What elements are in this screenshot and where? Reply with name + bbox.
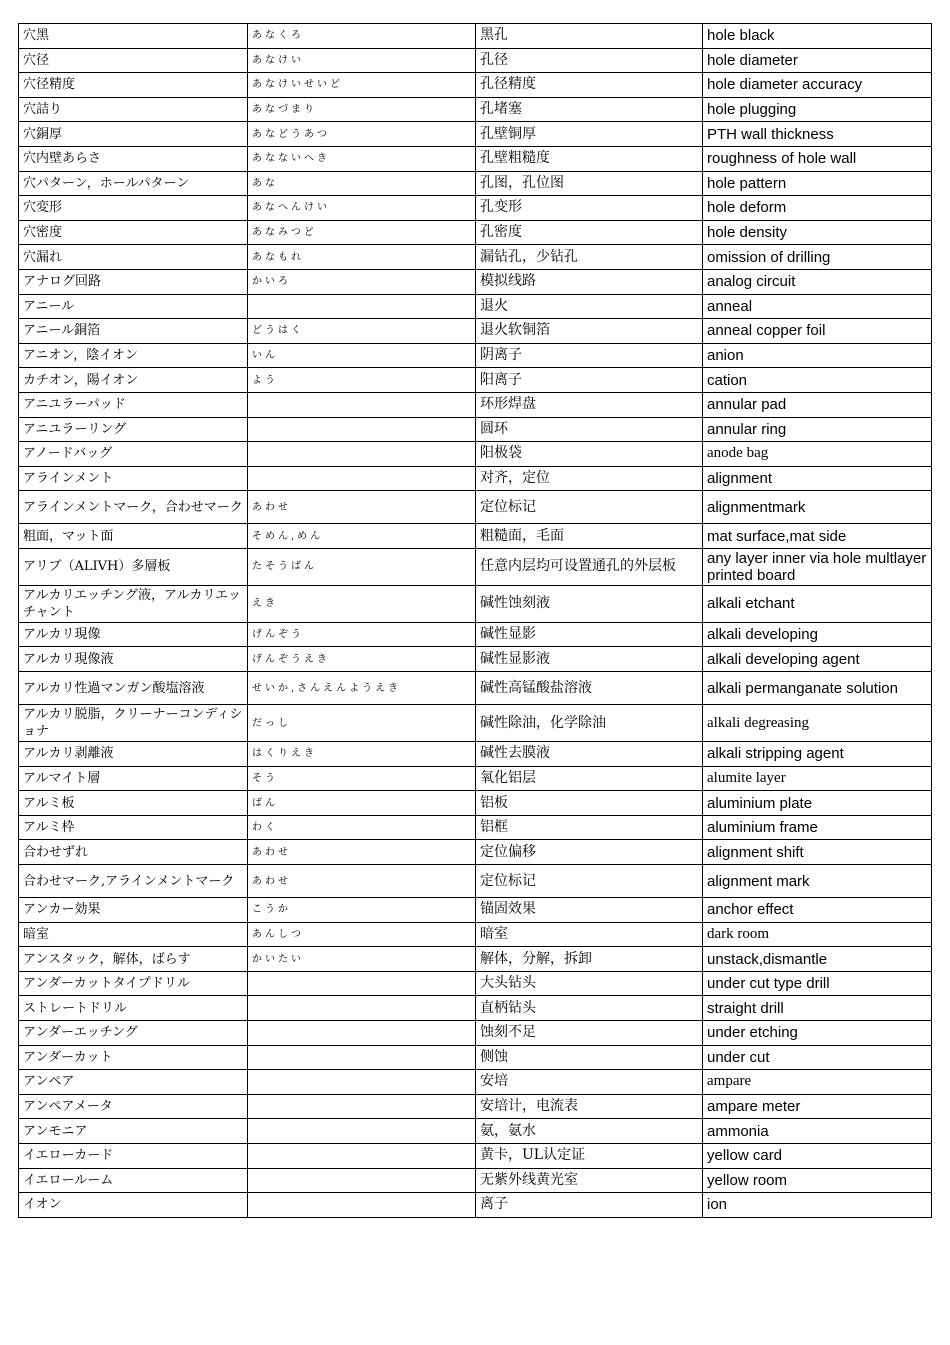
table-row (19, 705, 932, 742)
glossary-table (18, 23, 932, 1218)
reading-cell: あなへんけい (248, 196, 476, 221)
reading-cell: こうか (248, 898, 476, 923)
reading-cell: たそうばん (248, 548, 476, 585)
reading-cell: あわせ (248, 491, 476, 524)
chinese-term-cell: 碱性显影液 (476, 647, 703, 672)
english-term-cell: under cut (703, 1045, 932, 1070)
reading-cell: せいか,さんえんようえき (248, 672, 476, 705)
table-row (19, 220, 932, 245)
chinese-term-cell: 孔密度 (476, 220, 703, 245)
japanese-term-cell: アルカリ剥離液 (19, 742, 248, 767)
english-term-cell: anion (703, 343, 932, 368)
chinese-term-cell: 任意内层均可设置通孔的外层板 (476, 548, 703, 585)
reading-cell (248, 971, 476, 996)
english-term-cell: alignment mark (703, 865, 932, 898)
english-term-cell: PTH wall thickness (703, 122, 932, 147)
english-term-cell: hole deform (703, 196, 932, 221)
reading-cell: げんぞうえき (248, 647, 476, 672)
reading-cell (248, 442, 476, 467)
chinese-term-cell: 孔壁铜厚 (476, 122, 703, 147)
chinese-term-cell: 侧蚀 (476, 1045, 703, 1070)
table-row (19, 196, 932, 221)
japanese-term-cell: 穴詰り (19, 97, 248, 122)
japanese-term-cell: アナログ回路 (19, 269, 248, 294)
table-row (19, 466, 932, 491)
table-row (19, 898, 932, 923)
chinese-term-cell: 碱性显影 (476, 622, 703, 647)
table-row (19, 947, 932, 972)
english-term-cell: unstack,dismantle (703, 947, 932, 972)
english-term-cell: under cut type drill (703, 971, 932, 996)
japanese-term-cell: 穴パターン，ホールパターン (19, 171, 248, 196)
reading-cell: いん (248, 343, 476, 368)
chinese-term-cell: 黑孔 (476, 24, 703, 49)
chinese-term-cell: 孔图，孔位图 (476, 171, 703, 196)
table-row (19, 742, 932, 767)
reading-cell: はくりえき (248, 742, 476, 767)
chinese-term-cell: 铝框 (476, 815, 703, 840)
japanese-term-cell: イエロールーム (19, 1168, 248, 1193)
japanese-term-cell: 合わせずれ (19, 840, 248, 865)
reading-cell: あな (248, 171, 476, 196)
english-term-cell: roughness of hole wall (703, 146, 932, 171)
reading-cell: あなもれ (248, 245, 476, 270)
reading-cell: かいろ (248, 269, 476, 294)
reading-cell: そめん,めん (248, 524, 476, 549)
table-row (19, 585, 932, 622)
english-term-cell: anchor effect (703, 898, 932, 923)
japanese-term-cell: アルカリ性過マンガン酸塩溶液 (19, 672, 248, 705)
reading-cell (248, 996, 476, 1021)
japanese-term-cell: アノードバッグ (19, 442, 248, 467)
english-term-cell: yellow room (703, 1168, 932, 1193)
chinese-term-cell: 大头钻头 (476, 971, 703, 996)
english-term-cell: alkali degreasing (703, 705, 932, 742)
table-row (19, 97, 932, 122)
reading-cell: そう (248, 766, 476, 791)
chinese-term-cell: 碱性高锰酸盐溶液 (476, 672, 703, 705)
table-row (19, 766, 932, 791)
reading-cell: げんぞう (248, 622, 476, 647)
chinese-term-cell: 氧化铝层 (476, 766, 703, 791)
japanese-term-cell: 穴漏れ (19, 245, 248, 270)
table-row (19, 122, 932, 147)
table-row (19, 922, 932, 947)
chinese-term-cell: 退火 (476, 294, 703, 319)
english-term-cell: anneal copper foil (703, 319, 932, 344)
reading-cell: あわせ (248, 865, 476, 898)
english-term-cell: dark room (703, 922, 932, 947)
japanese-term-cell: アンカー効果 (19, 898, 248, 923)
reading-cell (248, 1094, 476, 1119)
english-term-cell: hole black (703, 24, 932, 49)
japanese-term-cell: アルミ板 (19, 791, 248, 816)
english-term-cell: hole diameter accuracy (703, 73, 932, 98)
english-term-cell: alignment shift (703, 840, 932, 865)
japanese-term-cell: アニール銅箔 (19, 319, 248, 344)
chinese-term-cell: 孔壁粗糙度 (476, 146, 703, 171)
english-term-cell: ammonia (703, 1119, 932, 1144)
japanese-term-cell: 穴変形 (19, 196, 248, 221)
reading-cell: どうはく (248, 319, 476, 344)
reading-cell: あなくろ (248, 24, 476, 49)
chinese-term-cell: 蚀刻不足 (476, 1021, 703, 1046)
chinese-term-cell: 漏钻孔，少钻孔 (476, 245, 703, 270)
english-term-cell: hole plugging (703, 97, 932, 122)
reading-cell: あなどうあつ (248, 122, 476, 147)
chinese-term-cell: 孔堵塞 (476, 97, 703, 122)
chinese-term-cell: 无紫外线黄光室 (476, 1168, 703, 1193)
reading-cell (248, 1045, 476, 1070)
japanese-term-cell: アニール (19, 294, 248, 319)
table-row (19, 1070, 932, 1095)
japanese-term-cell: 穴径 (19, 48, 248, 73)
english-term-cell: mat surface,mat side (703, 524, 932, 549)
table-row (19, 392, 932, 417)
japanese-term-cell: アルカリ現像液 (19, 647, 248, 672)
table-row (19, 417, 932, 442)
reading-cell (248, 294, 476, 319)
japanese-term-cell: アルカリ脱脂，クリーナーコンディショナ (19, 705, 248, 742)
chinese-term-cell: 暗室 (476, 922, 703, 947)
japanese-term-cell: カチオン，陽イオン (19, 368, 248, 393)
japanese-term-cell: 穴密度 (19, 220, 248, 245)
chinese-term-cell: 安培计，电流表 (476, 1094, 703, 1119)
english-term-cell: annular pad (703, 392, 932, 417)
table-row (19, 24, 932, 49)
chinese-term-cell: 安培 (476, 1070, 703, 1095)
chinese-term-cell: 解体，分解，拆卸 (476, 947, 703, 972)
english-term-cell: ion (703, 1193, 932, 1218)
table-row (19, 647, 932, 672)
japanese-term-cell: 穴径精度 (19, 73, 248, 98)
chinese-term-cell: 定位标记 (476, 491, 703, 524)
chinese-term-cell: 阳离子 (476, 368, 703, 393)
table-row (19, 791, 932, 816)
table-row (19, 840, 932, 865)
japanese-term-cell: アラインメント (19, 466, 248, 491)
english-term-cell: omission of drilling (703, 245, 932, 270)
table-row (19, 524, 932, 549)
table-row (19, 491, 932, 524)
table-row (19, 48, 932, 73)
japanese-term-cell: アルミ枠 (19, 815, 248, 840)
chinese-term-cell: 锚固效果 (476, 898, 703, 923)
reading-cell (248, 392, 476, 417)
chinese-term-cell: 孔径精度 (476, 73, 703, 98)
chinese-term-cell: 阳极袋 (476, 442, 703, 467)
table-row (19, 1094, 932, 1119)
reading-cell (248, 417, 476, 442)
english-term-cell: ampare meter (703, 1094, 932, 1119)
chinese-term-cell: 碱性去膜液 (476, 742, 703, 767)
glossary-body (19, 24, 932, 1218)
chinese-term-cell: 阴离子 (476, 343, 703, 368)
chinese-term-cell: 退火软铜箔 (476, 319, 703, 344)
reading-cell: よう (248, 368, 476, 393)
table-row (19, 442, 932, 467)
japanese-term-cell: アラインメントマーク，合わせマーク (19, 491, 248, 524)
table-row (19, 1119, 932, 1144)
chinese-term-cell: 铝板 (476, 791, 703, 816)
reading-cell (248, 466, 476, 491)
reading-cell (248, 1021, 476, 1046)
english-term-cell: alkali etchant (703, 585, 932, 622)
table-row (19, 269, 932, 294)
english-term-cell: hole density (703, 220, 932, 245)
chinese-term-cell: 碱性蚀刻液 (476, 585, 703, 622)
reading-cell: あなけいせいど (248, 73, 476, 98)
chinese-term-cell: 氨，氨水 (476, 1119, 703, 1144)
english-term-cell: ampare (703, 1070, 932, 1095)
chinese-term-cell: 直柄钻头 (476, 996, 703, 1021)
reading-cell: えき (248, 585, 476, 622)
english-term-cell: hole diameter (703, 48, 932, 73)
chinese-term-cell: 粗糙面，毛面 (476, 524, 703, 549)
reading-cell: あなけい (248, 48, 476, 73)
japanese-term-cell: アニユラーリング (19, 417, 248, 442)
english-term-cell: aluminium frame (703, 815, 932, 840)
japanese-term-cell: アルマイト層 (19, 766, 248, 791)
english-term-cell: alignment (703, 466, 932, 491)
english-term-cell: alignmentmark (703, 491, 932, 524)
chinese-term-cell: 定位标记 (476, 865, 703, 898)
table-row (19, 622, 932, 647)
table-row (19, 1143, 932, 1168)
table-row (19, 245, 932, 270)
english-term-cell: yellow card (703, 1143, 932, 1168)
reading-cell (248, 1070, 476, 1095)
table-row (19, 672, 932, 705)
chinese-term-cell: 定位偏移 (476, 840, 703, 865)
japanese-term-cell: 粗面，マット面 (19, 524, 248, 549)
japanese-term-cell: 穴黑 (19, 24, 248, 49)
english-term-cell: alkali stripping agent (703, 742, 932, 767)
reading-cell (248, 1193, 476, 1218)
reading-cell: あわせ (248, 840, 476, 865)
japanese-term-cell: 暗室 (19, 922, 248, 947)
reading-cell (248, 1168, 476, 1193)
table-row (19, 146, 932, 171)
reading-cell: あなづまり (248, 97, 476, 122)
english-term-cell: anode bag (703, 442, 932, 467)
chinese-term-cell: 对齐，定位 (476, 466, 703, 491)
reading-cell: だっし (248, 705, 476, 742)
reading-cell: かいたい (248, 947, 476, 972)
table-row (19, 343, 932, 368)
table-row (19, 996, 932, 1021)
japanese-term-cell: アンモニア (19, 1119, 248, 1144)
japanese-term-cell: 穴銅厚 (19, 122, 248, 147)
table-row (19, 319, 932, 344)
table-row (19, 1193, 932, 1218)
table-row (19, 1045, 932, 1070)
japanese-term-cell: アリブ（ALIVH）多層板 (19, 548, 248, 585)
chinese-term-cell: 碱性除油，化学除油 (476, 705, 703, 742)
english-term-cell: anneal (703, 294, 932, 319)
english-term-cell: analog circuit (703, 269, 932, 294)
english-term-cell: straight drill (703, 996, 932, 1021)
chinese-term-cell: 孔径 (476, 48, 703, 73)
english-term-cell: alkali developing (703, 622, 932, 647)
japanese-term-cell: アンダーカット (19, 1045, 248, 1070)
reading-cell: あなないへき (248, 146, 476, 171)
japanese-term-cell: アルカリエッチング液，アルカリエッチャント (19, 585, 248, 622)
japanese-term-cell: アンペア (19, 1070, 248, 1095)
japanese-term-cell: アンダーカットタイプドリル (19, 971, 248, 996)
chinese-term-cell: 离子 (476, 1193, 703, 1218)
table-row (19, 815, 932, 840)
japanese-term-cell: ストレートドリル (19, 996, 248, 1021)
table-row (19, 73, 932, 98)
english-term-cell: alumite layer (703, 766, 932, 791)
table-row (19, 865, 932, 898)
reading-cell (248, 1119, 476, 1144)
japanese-term-cell: イエローカード (19, 1143, 248, 1168)
chinese-term-cell: 模拟线路 (476, 269, 703, 294)
reading-cell: ばん (248, 791, 476, 816)
english-term-cell: alkali permanganate solution (703, 672, 932, 705)
table-row (19, 171, 932, 196)
table-row (19, 1168, 932, 1193)
japanese-term-cell: イオン (19, 1193, 248, 1218)
table-row (19, 1021, 932, 1046)
japanese-term-cell: 穴内壁あらさ (19, 146, 248, 171)
reading-cell: あなみつど (248, 220, 476, 245)
english-term-cell: aluminium plate (703, 791, 932, 816)
japanese-term-cell: アンスタック，解体，ばらす (19, 947, 248, 972)
english-term-cell: alkali developing agent (703, 647, 932, 672)
chinese-term-cell: 圆环 (476, 417, 703, 442)
table-row (19, 548, 932, 585)
japanese-term-cell: アルカリ現像 (19, 622, 248, 647)
english-term-cell: cation (703, 368, 932, 393)
english-term-cell: any layer inner via hole multlayer printed board (703, 548, 932, 585)
japanese-term-cell: アンペアメータ (19, 1094, 248, 1119)
english-term-cell: annular ring (703, 417, 932, 442)
japanese-term-cell: 合わせマーク,アラインメントマーク (19, 865, 248, 898)
chinese-term-cell: 黄卡，UL认定证 (476, 1143, 703, 1168)
reading-cell: あんしつ (248, 922, 476, 947)
japanese-term-cell: アニユラーパッド (19, 392, 248, 417)
reading-cell: わく (248, 815, 476, 840)
japanese-term-cell: アニオン，陰イオン (19, 343, 248, 368)
reading-cell (248, 1143, 476, 1168)
english-term-cell: hole pattern (703, 171, 932, 196)
chinese-term-cell: 环形焊盘 (476, 392, 703, 417)
japanese-term-cell: アンダーエッチング (19, 1021, 248, 1046)
chinese-term-cell: 孔变形 (476, 196, 703, 221)
table-row (19, 294, 932, 319)
table-row (19, 971, 932, 996)
table-row (19, 368, 932, 393)
english-term-cell: under etching (703, 1021, 932, 1046)
